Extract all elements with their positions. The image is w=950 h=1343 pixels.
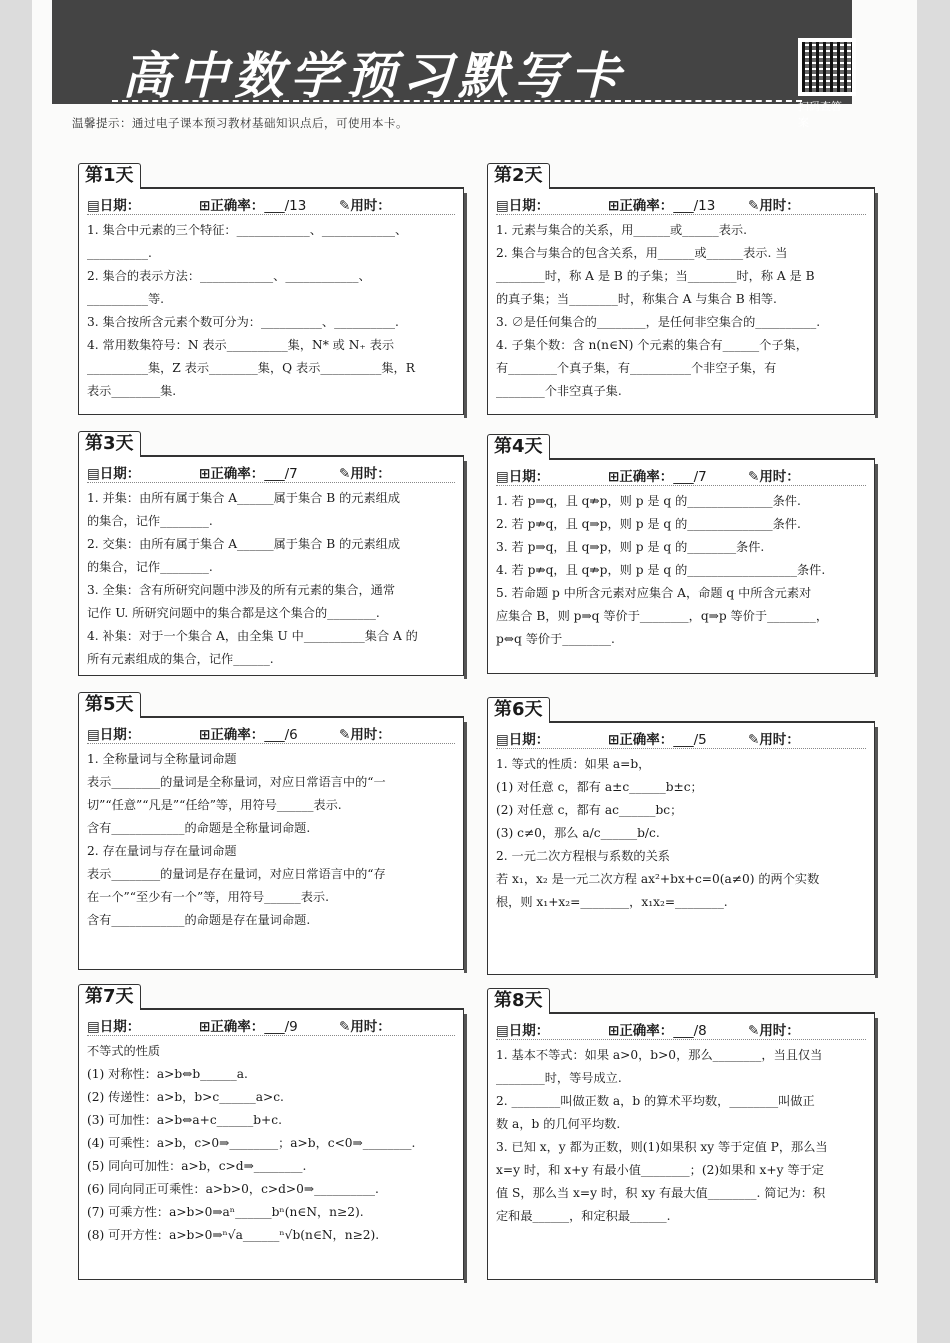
time-field[interactable] (748, 465, 800, 485)
fill-in-line: (6) 同向同正可乘性：a>b>0，c>d>0⇒__________. (87, 1182, 379, 1196)
fill-in-line: 表示________的量词是全称量词，对应日常语言中的“一 (87, 775, 386, 789)
accuracy-label: 正确率： (619, 197, 674, 214)
fill-in-line: 1. 并集：由所有属于集合 A______属于集合 B 的元素组成 (87, 491, 401, 505)
card-content (496, 490, 866, 651)
date-label: 日期： (508, 197, 550, 214)
score-total: ___/8 (673, 1022, 707, 1039)
fill-in-line: 表示________集. (87, 384, 177, 398)
date-label: 日期： (99, 197, 141, 214)
score-total: ___/7 (264, 465, 298, 482)
card-body (487, 1014, 875, 1280)
fill-in-line: (4) 可乘性：a>b，c>0⇒________；a>b，c<0⇒________. (87, 1136, 416, 1150)
day-card-6 (487, 697, 875, 975)
day-tab: 第3天 (78, 431, 141, 457)
time-field[interactable] (748, 728, 800, 748)
calendar-icon: ▤ (87, 197, 100, 214)
grid-icon: ⊞ (199, 197, 211, 214)
score-total: ___/13 (264, 197, 307, 214)
date-field[interactable] (87, 194, 199, 214)
calendar-icon: ▤ (87, 1018, 100, 1035)
card-header-row (496, 1018, 866, 1040)
accuracy-field[interactable] (199, 194, 339, 214)
fill-in-line: 有________个真子集，有__________个非空子集，有 (496, 361, 777, 375)
accuracy-label: 正确率： (210, 726, 265, 743)
time-field[interactable] (339, 462, 391, 482)
fill-in-line: (1) 对称性：a>b⇔b______a. (87, 1067, 248, 1081)
accuracy-label: 正确率： (210, 465, 265, 482)
grid-icon: ⊞ (608, 1022, 620, 1039)
day-card-1 (78, 163, 464, 415)
card-content (87, 1040, 455, 1247)
fill-in-line: 数 a，b 的几何平均数. (496, 1117, 621, 1131)
card-content (496, 1044, 866, 1228)
fill-in-line: 3. 已知 x，y 都为正数，则(1)如果积 xy 等于定值 P，那么当 (496, 1140, 828, 1154)
date-field[interactable] (87, 1015, 199, 1035)
date-label: 日期： (508, 731, 550, 748)
fill-in-line: (3) 可加性：a>b⇔a+c______b+c. (87, 1113, 282, 1127)
card-body (78, 457, 464, 676)
day-tab: 第1天 (78, 163, 141, 189)
fill-in-line: 记作 U. 所研究问题中的集合都是这个集合的________. (87, 606, 380, 620)
date-label: 日期： (508, 468, 550, 485)
fill-in-line: 表示________的量词是存在量词，对应日常语言中的“存 (87, 867, 386, 881)
fill-in-line: 1. 等式的性质：如果 a=b， (496, 757, 651, 771)
fill-in-line: 3. 若 p⇒q，且 q⇒p，则 p 是 q 的________条件. (496, 540, 765, 554)
fill-in-line: 4. 补集：对于一个集合 A，由全集 U 中__________集合 A 的 (87, 629, 418, 643)
tip-text: 温馨提示：通过电子课本预习教材基础知识点后，可使用本卡。 (72, 116, 408, 130)
accuracy-label: 正确率： (619, 731, 674, 748)
date-label: 日期： (508, 1022, 550, 1039)
qr-label: 扫码查答案 (798, 100, 842, 129)
pencil-icon: ✎ (339, 1018, 351, 1035)
accuracy-label: 正确率： (619, 468, 674, 485)
fill-in-line: 所有元素组成的集合，记作______. (87, 652, 274, 666)
card-body (78, 1010, 464, 1280)
accuracy-label: 正确率： (210, 1018, 265, 1035)
fill-in-line: 含有____________的命题是存在量词命题. (87, 913, 311, 927)
score-total: ___/5 (673, 731, 707, 748)
time-label: 用时： (350, 197, 391, 214)
fill-in-line: ________时，等号成立. (496, 1071, 622, 1085)
date-field[interactable] (496, 465, 608, 485)
day-tab: 第2天 (487, 163, 550, 189)
pencil-icon: ✎ (748, 468, 760, 485)
card-body (78, 189, 464, 415)
card-header-row (496, 193, 866, 215)
card-header-row (87, 722, 455, 744)
calendar-icon: ▤ (496, 468, 509, 485)
accuracy-field[interactable] (608, 1019, 748, 1039)
score-total: ___/13 (673, 197, 716, 214)
fill-in-line: 的真子集；当________时，称集合 A 与集合 B 相等. (496, 292, 777, 306)
fill-in-line: 值 S，那么当 x=y 时，积 xy 有最大值________. 简记为：积 (496, 1186, 826, 1200)
score-total: ___/7 (673, 468, 707, 485)
fill-in-line: 3. 全集：含有所研究问题中涉及的所有元素的集合，通常 (87, 583, 396, 597)
fill-in-line: (1) 对任意 c，都有 a±c______b±c； (496, 780, 703, 794)
time-label: 用时： (759, 468, 800, 485)
pencil-icon: ✎ (748, 731, 760, 748)
fill-in-line: 切”“任意”“凡是”“任给”等，用符号______表示. (87, 798, 342, 812)
fill-in-line: 不等式的性质 (87, 1044, 161, 1058)
calendar-icon: ▤ (87, 726, 100, 743)
fill-in-line: p⇔q 等价于________. (496, 632, 615, 646)
fill-in-line: 根，则 x₁+x₂=________，x₁x₂=________. (496, 895, 728, 909)
time-field[interactable] (339, 194, 391, 214)
card-body (487, 723, 875, 975)
date-label: 日期： (99, 726, 141, 743)
fill-in-line: ________个非空真子集. (496, 384, 622, 398)
day-tab: 第8天 (487, 988, 550, 1014)
fill-in-line: 2. 集合与集合的包含关系，用______或______表示. 当 (496, 246, 788, 260)
grid-icon: ⊞ (199, 1018, 211, 1035)
grid-icon: ⊞ (608, 468, 620, 485)
card-body (487, 189, 875, 415)
fill-in-line: 4. 若 p⇏q，且 q⇏p，则 p 是 q 的__________________条件. (496, 563, 826, 577)
qr-code-icon[interactable] (798, 38, 856, 96)
grid-icon: ⊞ (199, 465, 211, 482)
card-header-row (87, 461, 455, 483)
time-field[interactable] (748, 194, 800, 214)
day-card-8 (487, 988, 875, 1280)
card-content (87, 748, 455, 932)
pencil-icon: ✎ (339, 726, 351, 743)
card-header-row (496, 464, 866, 486)
fill-in-line: 3. ∅是任何集合的________，是任何非空集合的__________. (496, 315, 821, 329)
fill-in-line: 的集合，记作________. (87, 514, 213, 528)
day-card-3 (78, 431, 464, 676)
date-field[interactable] (496, 194, 608, 214)
banner-divider (112, 100, 802, 102)
fill-in-line: 2. 交集：由所有属于集合 A______属于集合 B 的元素组成 (87, 537, 401, 551)
date-label: 日期： (99, 1018, 141, 1035)
date-field[interactable] (87, 723, 199, 743)
time-field[interactable] (339, 1015, 391, 1035)
fill-in-line: 3. 集合按所含元素个数可分为：__________、__________. (87, 315, 399, 329)
fill-in-line: __________. (87, 246, 152, 260)
fill-in-line: __________集，Z 表示________集，Q 表示__________集，R (87, 361, 415, 375)
grid-icon: ⊞ (608, 197, 620, 214)
fill-in-line: 2. ________叫做正数 a，b 的算术平均数，________叫做正 (496, 1094, 815, 1108)
accuracy-label: 正确率： (210, 197, 265, 214)
pencil-icon: ✎ (339, 465, 351, 482)
calendar-icon: ▤ (496, 731, 509, 748)
day-card-5 (78, 692, 464, 970)
day-card-4 (487, 434, 875, 674)
fill-in-line: 1. 基本不等式：如果 a>0，b>0，那么________，当且仅当 (496, 1048, 823, 1062)
time-field[interactable] (339, 723, 391, 743)
fill-in-line: (2) 传递性：a>b，b>c______a>c. (87, 1090, 284, 1104)
card-header-row (87, 1014, 455, 1036)
fill-in-line: 2. 一元二次方程根与系数的关系 (496, 849, 670, 863)
fill-in-line: 1. 集合中元素的三个特征：____________、____________、 (87, 223, 408, 237)
fill-in-line: (5) 同向可加性：a>b，c>d⇒________. (87, 1159, 307, 1173)
card-header-row (496, 727, 866, 749)
fill-in-line: 2. 集合的表示方法：____________、____________、 (87, 269, 371, 283)
fill-in-line: ________时，称 A 是 B 的子集；当________时，称 A 是 B (496, 269, 815, 283)
time-label: 用时： (350, 465, 391, 482)
fill-in-line: 1. 元素与集合的关系，用______或______表示. (496, 223, 747, 237)
accuracy-field[interactable] (199, 1015, 339, 1035)
page-title: 高中数学预习默写卡 (122, 47, 626, 105)
accuracy-field[interactable] (199, 723, 339, 743)
time-label: 用时： (759, 731, 800, 748)
grid-icon: ⊞ (608, 731, 620, 748)
date-field[interactable] (496, 728, 608, 748)
card-body (487, 460, 875, 674)
time-label: 用时： (350, 1018, 391, 1035)
day-tab: 第5天 (78, 692, 141, 718)
fill-in-line: __________等. (87, 292, 164, 306)
fill-in-line: (2) 对任意 c，都有 ac______bc； (496, 803, 683, 817)
day-card-7 (78, 984, 464, 1280)
fill-in-line: 1. 全称量词与全称量词命题 (87, 752, 237, 766)
day-card-2 (487, 163, 875, 415)
card-content (87, 487, 455, 671)
fill-in-line: 5. 若命题 p 中所含元素对应集合 A，命题 q 中所含元素对 (496, 586, 812, 600)
fill-in-line: 4. 常用数集符号：N 表示__________集，N* 或 N₊ 表示 (87, 338, 395, 352)
fill-in-line: 4. 子集个数：含 n(n∈N) 个元素的集合有______个子集， (496, 338, 808, 352)
fill-in-line: (3) c≠0，那么 a/c______b/c. (496, 826, 660, 840)
time-label: 用时： (759, 197, 800, 214)
fill-in-line: 在一个”“至少有一个”等，用符号______表示. (87, 890, 329, 904)
score-total: ___/9 (264, 1018, 298, 1035)
card-content (87, 219, 455, 403)
fill-in-line: 1. 若 p⇒q，且 q⇏p，则 p 是 q 的______________条件. (496, 494, 801, 508)
accuracy-field[interactable] (608, 465, 748, 485)
accuracy-field[interactable] (608, 194, 748, 214)
calendar-icon: ▤ (496, 1022, 509, 1039)
fill-in-line: 含有____________的命题是全称量词命题. (87, 821, 311, 835)
date-label: 日期： (99, 465, 141, 482)
fill-in-line: x=y 时，和 x+y 有最小值________；(2)如果和 x+y 等于定 (496, 1163, 824, 1177)
accuracy-field[interactable] (608, 728, 748, 748)
day-tab: 第7天 (78, 984, 141, 1010)
fill-in-line: 的集合，记作________. (87, 560, 213, 574)
fill-in-line: 应集合 B，则 p⇒q 等价于________，q⇒p 等价于________， (496, 609, 829, 623)
card-header-row (87, 193, 455, 215)
day-tab: 第4天 (487, 434, 550, 460)
date-field[interactable] (87, 462, 199, 482)
fill-in-line: 2. 存在量词与存在量词命题 (87, 844, 237, 858)
card-body (78, 718, 464, 970)
accuracy-label: 正确率： (619, 1022, 674, 1039)
time-field[interactable] (748, 1019, 800, 1039)
pencil-icon: ✎ (748, 1022, 760, 1039)
fill-in-line: 2. 若 p⇏q，且 q⇒p，则 p 是 q 的______________条件. (496, 517, 801, 531)
date-field[interactable] (496, 1019, 608, 1039)
grid-icon: ⊞ (199, 726, 211, 743)
score-total: ___/6 (264, 726, 298, 743)
card-content (496, 219, 866, 403)
card-content (496, 753, 866, 914)
accuracy-field[interactable] (199, 462, 339, 482)
fill-in-line: (8) 可开方性：a>b>0⇒ⁿ√a______ⁿ√b(n∈N，n≥2). (87, 1228, 380, 1242)
time-label: 用时： (759, 1022, 800, 1039)
pencil-icon: ✎ (339, 197, 351, 214)
calendar-icon: ▤ (496, 197, 509, 214)
fill-in-line: 若 x₁，x₂ 是一元二次方程 ax²+bx+c=0(a≠0) 的两个实数 (496, 872, 820, 886)
day-tab: 第6天 (487, 697, 550, 723)
calendar-icon: ▤ (87, 465, 100, 482)
pencil-icon: ✎ (748, 197, 760, 214)
time-label: 用时： (350, 726, 391, 743)
fill-in-line: (7) 可乘方性：a>b>0⇒aⁿ______bⁿ(n∈N，n≥2). (87, 1205, 364, 1219)
fill-in-line: 定和最______，和定积最______. (496, 1209, 671, 1223)
